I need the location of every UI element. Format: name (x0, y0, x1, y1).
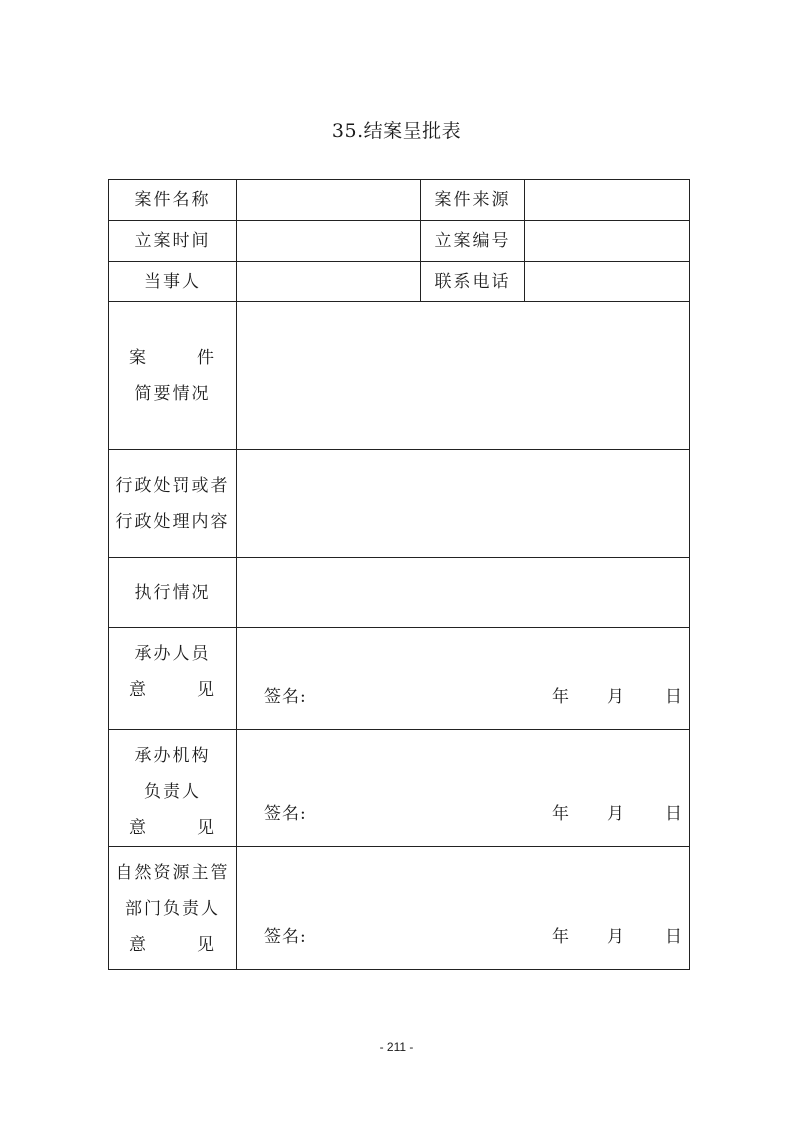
contact-phone-value[interactable] (525, 262, 690, 302)
year-label: 年 (552, 927, 569, 947)
handler-opinion-char-a: 意 (129, 680, 148, 700)
penalty-label-line1: 行政处罚或者 (115, 475, 230, 496)
signature-label: 签名: (264, 687, 307, 707)
filing-number-value[interactable] (525, 221, 690, 262)
dept-opinion-line2: 部门负责人 (125, 899, 220, 919)
row-summary (109, 302, 690, 450)
contact-phone-label: 联系电话 (421, 262, 525, 302)
case-source-label: 案件来源 (421, 180, 525, 221)
case-summary-char-b: 件 (197, 347, 216, 368)
dept-opinion-line1: 自然资源主管 (115, 863, 230, 883)
dept-opinion-line3 (109, 927, 236, 963)
handler-opinion-char-b: 见 (197, 680, 216, 700)
day-label: 日 (665, 687, 682, 707)
closing-approval-form (108, 179, 690, 970)
case-summary-value[interactable] (237, 302, 690, 450)
page-number: - 211 - (379, 1040, 414, 1054)
case-name-value[interactable] (237, 180, 421, 221)
dept-opinion-char-b: 见 (197, 935, 216, 955)
penalty-label-line2: 行政处理内容 (115, 511, 230, 532)
day-label: 日 (665, 927, 682, 947)
case-name-label: 案件名称 (109, 180, 237, 221)
case-summary-line2: 简要情况 (134, 383, 211, 404)
year-label: 年 (552, 804, 569, 824)
filing-time-label: 立案时间 (109, 221, 237, 262)
execution-label: 执行情况 (109, 558, 237, 628)
handler-opinion-label (109, 628, 237, 730)
signature-label: 签名: (264, 804, 307, 824)
day-label: 日 (665, 804, 682, 824)
page-title: 35.结案呈批表 (331, 120, 462, 142)
row-agency-opinion (109, 730, 690, 847)
filing-number-label: 立案编号 (421, 221, 525, 262)
agency-opinion-line3 (109, 810, 236, 846)
row-execution (109, 558, 690, 628)
signature-label: 签名: (264, 927, 307, 947)
handler-opinion-line1: 承办人员 (134, 644, 211, 664)
case-summary-label (109, 302, 237, 450)
month-label: 月 (607, 687, 624, 707)
party-label: 当事人 (109, 262, 237, 302)
agency-opinion-char-a: 意 (129, 818, 148, 838)
handler-opinion-line2 (109, 672, 236, 708)
agency-opinion-char-b: 见 (197, 818, 216, 838)
agency-opinion-value[interactable] (237, 730, 690, 847)
filing-time-value[interactable] (237, 221, 421, 262)
case-source-value[interactable] (525, 180, 690, 221)
row-handler-opinion (109, 628, 690, 730)
year-label: 年 (552, 687, 569, 707)
dept-opinion-value[interactable] (237, 847, 690, 970)
party-value[interactable] (237, 262, 421, 302)
agency-opinion-line1: 承办机构 (134, 746, 211, 766)
penalty-value[interactable] (237, 450, 690, 558)
case-summary-line1 (109, 340, 236, 376)
dept-opinion-label (109, 847, 237, 970)
row-case-name (109, 180, 690, 221)
month-label: 月 (607, 927, 624, 947)
case-summary-char-a: 案 (129, 347, 148, 368)
execution-value[interactable] (237, 558, 690, 628)
agency-opinion-line2: 负责人 (144, 782, 201, 802)
row-dept-opinion (109, 847, 690, 970)
row-party (109, 262, 690, 302)
row-penalty (109, 450, 690, 558)
agency-opinion-label (109, 730, 237, 847)
row-filing (109, 221, 690, 262)
penalty-label (109, 450, 237, 558)
dept-opinion-char-a: 意 (129, 935, 148, 955)
handler-opinion-value[interactable] (237, 628, 690, 730)
month-label: 月 (607, 804, 624, 824)
